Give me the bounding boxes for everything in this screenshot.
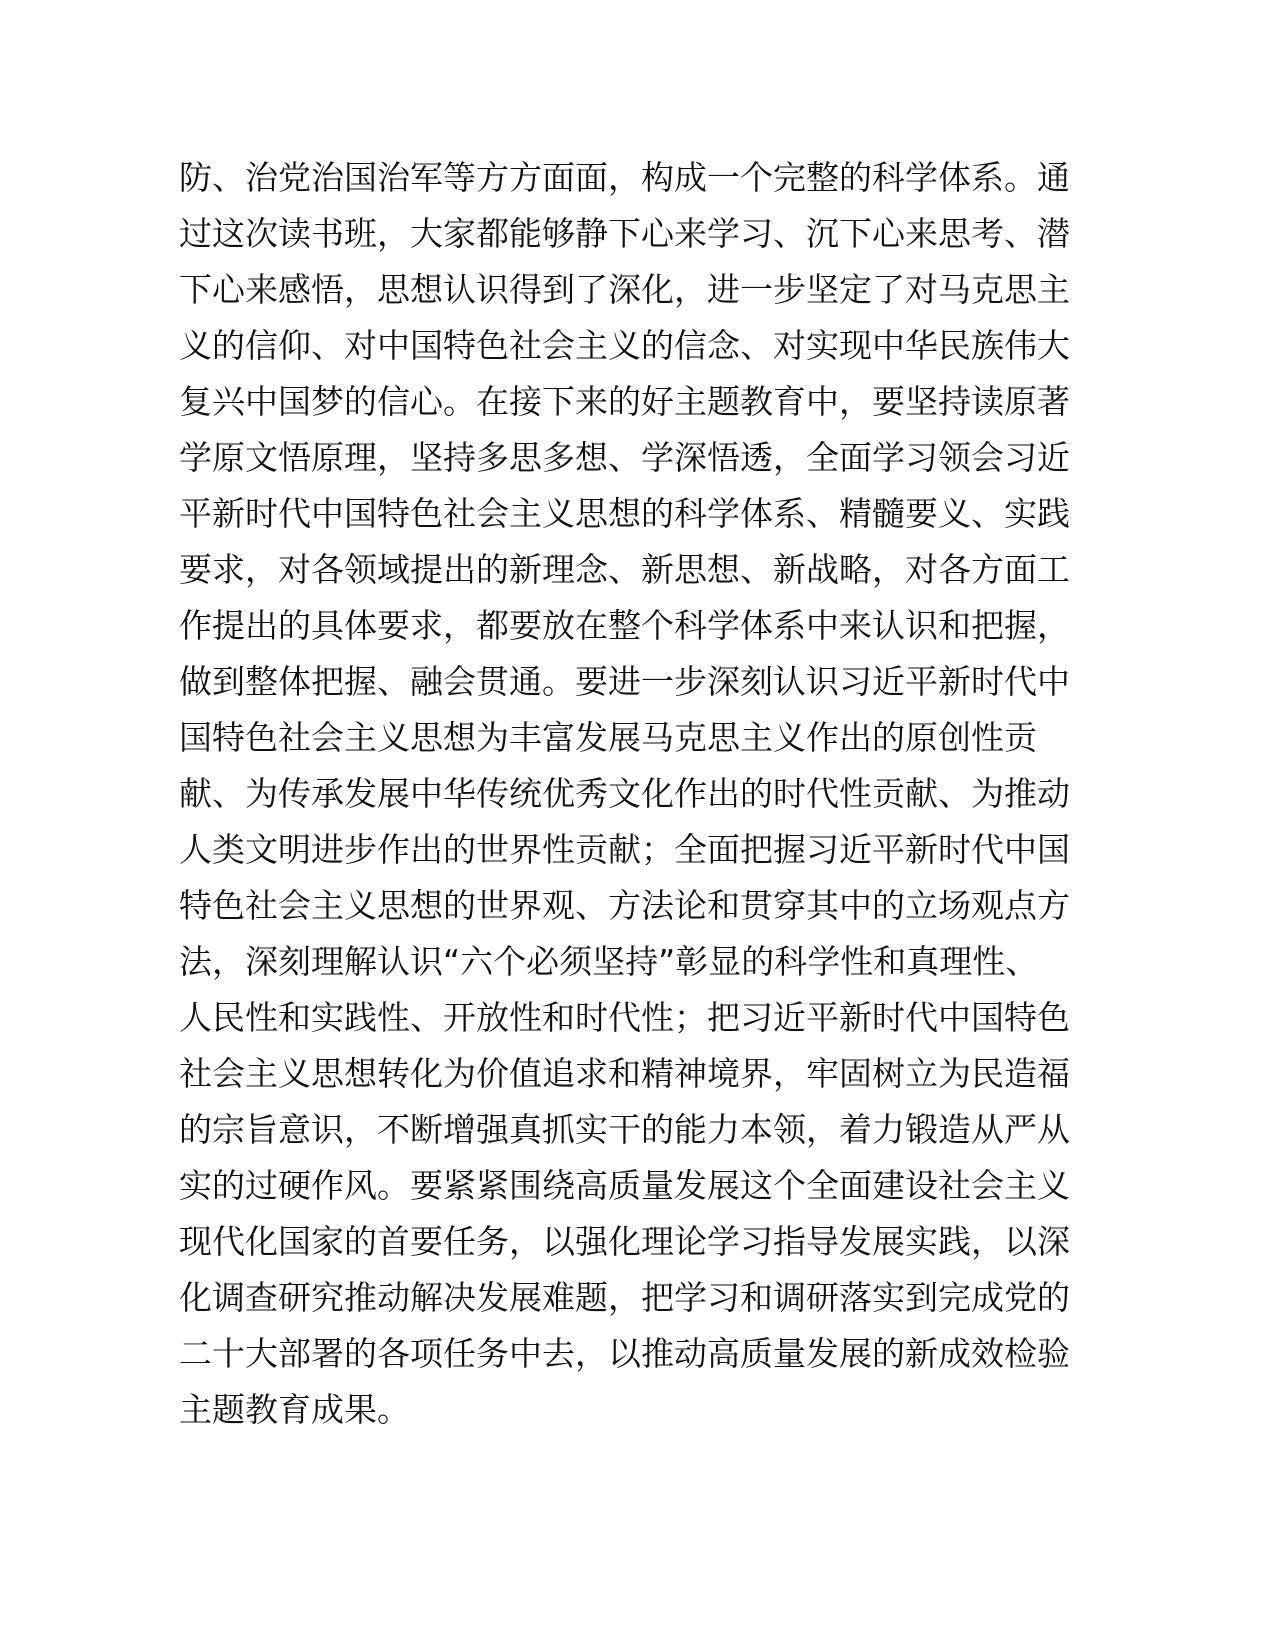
- body-paragraph: [179, 150, 1070, 1438]
- paragraph-line: 做到整体把握、融会贯通。要进一步深刻认识习近平新时代中: [179, 662, 1070, 701]
- paragraph-line: 复兴中国梦的信心。在接下来的好主题教育中，要坚持读原著: [179, 382, 1070, 421]
- paragraph-line: 主题教育成果。: [179, 1390, 410, 1429]
- paragraph-line: 献、为传承发展中华传统优秀文化作出的时代性贡献、为推动: [179, 774, 1070, 813]
- paragraph-line: 社会主义思想转化为价值追求和精神境界，牢固树立为民造福: [179, 1054, 1070, 1093]
- paragraph-line: 要求，对各领域提出的新理念、新思想、新战略，对各方面工: [179, 550, 1070, 589]
- paragraph-line: 平新时代中国特色社会主义思想的科学体系、精髓要义、实践: [179, 494, 1070, 533]
- paragraph-line: 作提出的具体要求，都要放在整个科学体系中来认识和把握，: [179, 606, 1070, 645]
- paragraph-line: 实的过硬作风。要紧紧围绕高质量发展这个全面建设社会主义: [179, 1166, 1070, 1205]
- paragraph-line: 二十大部署的各项任务中去，以推动高质量发展的新成效检验: [179, 1334, 1070, 1373]
- paragraph-line: 法，深刻理解认识“六个必须坚持”彰显的科学性和真理性、: [179, 942, 1039, 981]
- paragraph-line: 特色社会主义思想的世界观、方法论和贯穿其中的立场观点方: [179, 886, 1070, 925]
- paragraph-line: 学原文悟原理，坚持多思多想、学深悟透，全面学习领会习近: [179, 438, 1070, 477]
- paragraph-line: 的宗旨意识，不断增强真抓实干的能力本领，着力锻造从严从: [179, 1110, 1070, 1149]
- paragraph-line: 防、治党治国治军等方方面面，构成一个完整的科学体系。通: [179, 158, 1070, 197]
- paragraph-line: 下心来感悟，思想认识得到了深化，进一步坚定了对马克思主: [179, 270, 1070, 309]
- paragraph-line: 化调查研究推动解决发展难题，把学习和调研落实到完成党的: [179, 1278, 1070, 1317]
- paragraph-line: 义的信仰、对中国特色社会主义的信念、对实现中华民族伟大: [179, 326, 1070, 365]
- paragraph-line: 人民性和实践性、开放性和时代性；把习近平新时代中国特色: [179, 998, 1070, 1037]
- paragraph-line: 人类文明进步作出的世界性贡献；全面把握习近平新时代中国: [179, 830, 1070, 869]
- paragraph-line: 过这次读书班，大家都能够静下心来学习、沉下心来思考、潜: [179, 214, 1070, 253]
- paragraph-line: 现代化国家的首要任务，以强化理论学习指导发展实践，以深: [179, 1222, 1070, 1261]
- paragraph-line: 国特色社会主义思想为丰富发展马克思主义作出的原创性贡: [179, 718, 1037, 757]
